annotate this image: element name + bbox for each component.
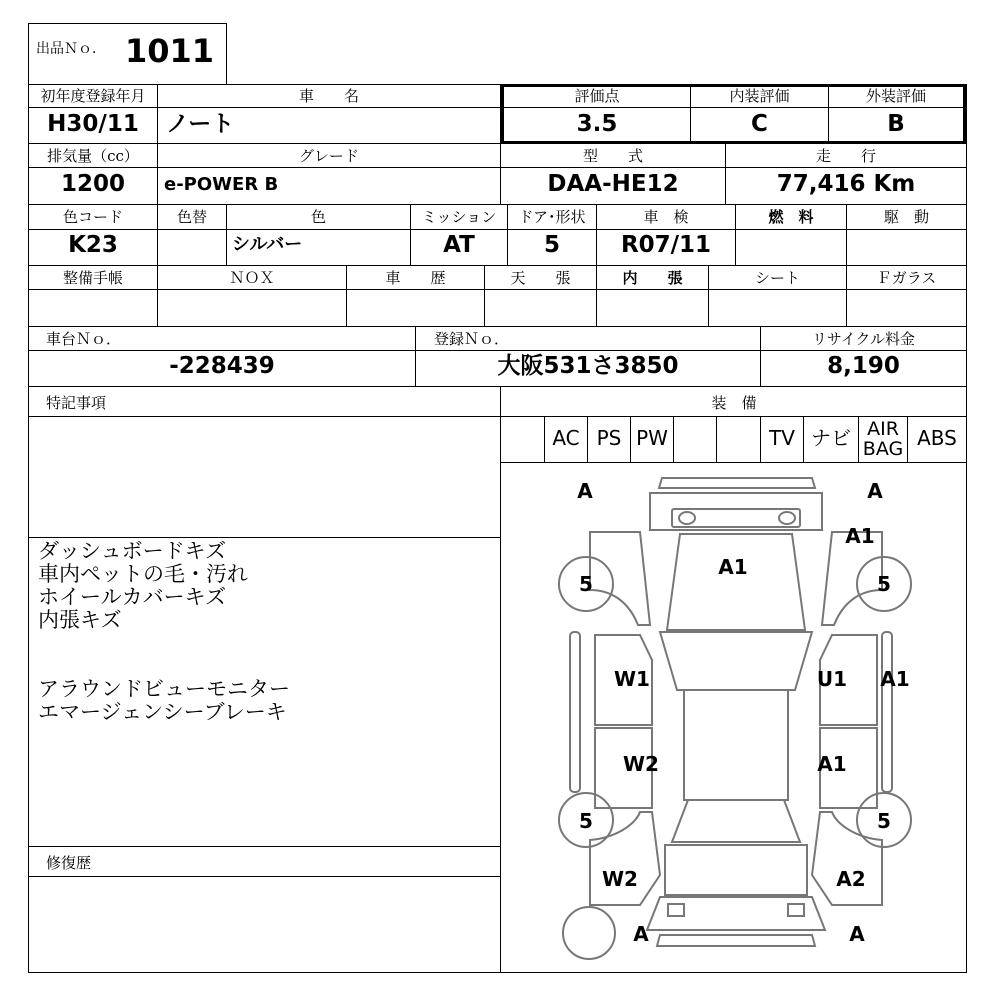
right-headlight-outline	[779, 512, 795, 524]
transmission-label: ミッション	[421, 208, 497, 226]
interior-trim-label: 内 張	[622, 269, 683, 287]
windshield-outline	[660, 632, 812, 690]
mileage-label: 走 行	[815, 147, 876, 165]
damage-rear-left-corner: A	[633, 922, 649, 946]
equipment-pw: PW	[636, 426, 668, 450]
tire-rear-left-value: 5	[579, 809, 593, 833]
damage-right-rear-door: A1	[817, 752, 847, 776]
damage-right-rear-quarter: A2	[836, 867, 866, 891]
damage-hood: A1	[718, 555, 748, 579]
rear-plate-outline-right	[788, 904, 804, 916]
interior-grade-value: C	[751, 111, 768, 137]
chassis-value: -228439	[169, 353, 275, 379]
left-headlight-outline	[679, 512, 695, 524]
doors-value: 5	[543, 232, 560, 258]
lot-number: 1011	[125, 32, 215, 70]
rear-window-outline	[672, 800, 800, 842]
lot-label: 出品Ｎｏ．	[36, 41, 106, 57]
registration-value: 大阪531さ3850	[497, 353, 679, 379]
car-name-value: ノート	[166, 111, 235, 137]
grade-value: e-POWER B	[164, 174, 279, 195]
car-name-label: 車 名	[298, 87, 359, 105]
damage-rear-right-corner: A	[849, 922, 865, 946]
repaint-label: 色替	[176, 208, 207, 226]
front-bumper-outline	[659, 478, 815, 488]
year-label: 初年度登録年月	[40, 87, 146, 105]
roof-lining-label: 天 張	[510, 269, 571, 287]
equipment-airbag: AIR BAG	[862, 418, 904, 460]
damage-right-side: A1	[880, 667, 910, 691]
model-label: 型 式	[582, 147, 643, 165]
equipment-ps: PS	[596, 426, 622, 450]
left-sill-outline	[570, 632, 580, 792]
tire-front-right-value: 5	[877, 572, 891, 596]
score-value: 3.5	[576, 111, 618, 137]
equipment-tv: TV	[769, 426, 795, 450]
exterior-grade-value: B	[887, 111, 905, 137]
fuel-label: 燃 料	[768, 208, 814, 226]
color-code-label: 色コード	[62, 208, 123, 226]
damage-front-left-corner: A	[577, 479, 593, 503]
rear-hatch-outline	[665, 845, 807, 895]
right-sill-outline	[882, 632, 892, 792]
seat-label: シート	[754, 269, 800, 287]
drive-label: 駆 動	[883, 208, 929, 226]
color-code-value: K23	[68, 232, 118, 258]
mileage-value: 77,416 Km	[776, 171, 916, 197]
inspection-value: R07/11	[620, 232, 712, 258]
first-registration-value: H30/11	[47, 111, 139, 137]
rear-bumper-outline	[647, 897, 825, 930]
rear-plate-outline	[668, 904, 684, 916]
color-value: シルバー	[232, 234, 303, 255]
equipment-abs: ABS	[917, 426, 957, 450]
car-history-label: 車 歴	[385, 269, 446, 287]
score-label: 評価点	[574, 87, 620, 105]
transmission-value: AT	[443, 232, 475, 258]
notes-text: ダッシュボードキズ 車内ペットの毛・汚れ ホイールカバーキズ 内張キズ アラウンドビューモニター エマージェンシーブレーキ	[38, 539, 290, 724]
damage-right-front-fender: A1	[845, 524, 875, 548]
roof-outline	[684, 690, 788, 800]
damage-left-rear-quarter: W2	[602, 867, 638, 891]
equipment-label: 装 備	[711, 394, 757, 412]
notes-label: 特記事項	[46, 394, 107, 412]
chassis-label: 車台Ｎｏ．	[46, 330, 122, 348]
nox-label: ＮＯＸ	[229, 269, 275, 287]
equipment-ac: AC	[552, 426, 580, 450]
displacement-label: 排気量（cc）	[47, 147, 139, 165]
damage-right-roof: U1	[816, 667, 848, 691]
tire-rear-right-value: 5	[877, 809, 891, 833]
exterior-grade-label: 外装評価	[865, 87, 926, 105]
recycle-fee-value: 8,190	[827, 353, 900, 379]
hood-outline	[667, 534, 805, 630]
repair-history-label: 修復歴	[46, 854, 92, 872]
color-label: 色	[310, 208, 326, 226]
spare-tire-outline	[563, 907, 615, 959]
front-glass-label: Ｆガラス	[876, 269, 937, 287]
registration-label: 登録Ｎｏ．	[434, 330, 510, 348]
inspection-label: 車 検	[643, 208, 689, 226]
front-grille-outline	[650, 493, 822, 530]
tire-front-left-value: 5	[579, 572, 593, 596]
maintenance-book-label: 整備手帳	[62, 269, 123, 287]
interior-grade-label: 内装評価	[729, 87, 790, 105]
damage-front-right-corner: A	[867, 479, 883, 503]
model-value: DAA-HE12	[547, 171, 679, 197]
grade-label: グレード	[298, 147, 359, 165]
recycle-fee-label: リサイクル料金	[812, 330, 915, 348]
rear-bumper-lip-outline	[657, 935, 815, 946]
front-plate-outline	[672, 509, 800, 527]
damage-left-front-door: W1	[614, 667, 650, 691]
doors-label: ドア･形状	[518, 208, 586, 226]
displacement-value: 1200	[60, 171, 125, 197]
equipment-navi: ナビ	[811, 426, 851, 450]
damage-left-rear-door: W2	[623, 752, 659, 776]
